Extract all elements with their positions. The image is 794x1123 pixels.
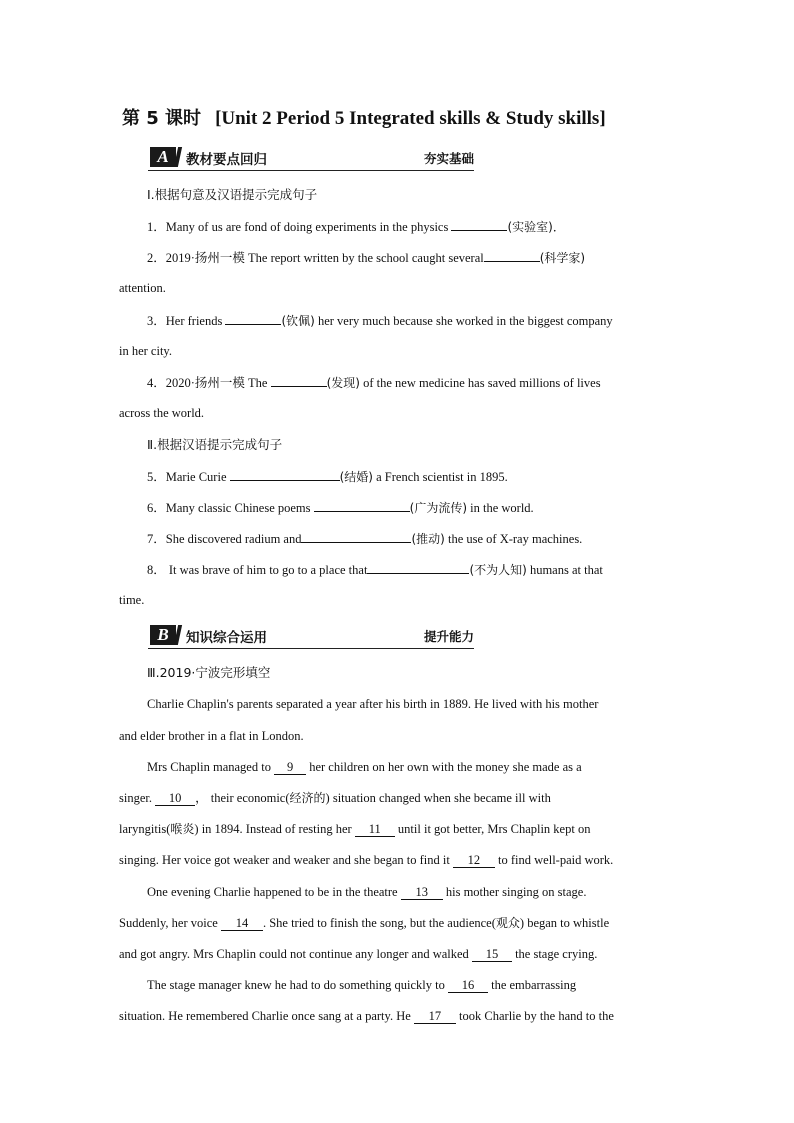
section-a-name: 教材要点回归	[186, 152, 267, 168]
passage-p4-line2: situation. He remembered Charlie once sang at a party. He 17 took Charlie by the hand to the	[119, 1009, 614, 1023]
passage-p2-line1: Mrs Chaplin managed to 9 her children on her own with the money she made as a	[147, 760, 582, 774]
section-b-name: 知识综合运用	[186, 630, 267, 646]
cloze-blank-17[interactable]: 17	[414, 1010, 456, 1024]
cloze-blank-10[interactable]: 10	[155, 792, 195, 806]
part3-heading: Ⅲ.2019·宁波完形填空	[147, 665, 271, 680]
cloze-blank-14[interactable]: 14	[221, 917, 263, 931]
question-7: 7．She discovered radium and (推动) the use of X-ray machines.	[147, 532, 583, 546]
answer-blank-6[interactable]	[314, 499, 410, 512]
passage-p1-line1: Charlie Chaplin's parents separated a year after his birth in 1889. He lived with his mother	[147, 697, 599, 711]
section-b-badge: B	[150, 625, 176, 645]
cloze-blank-13[interactable]: 13	[401, 886, 443, 900]
question-6: 6．Many classic Chinese poems (广为流传) in the world.	[147, 501, 534, 515]
question-1: 1．Many of us are fond of doing experiments in the physics (实验室)．	[147, 220, 565, 234]
section-b-tag: 提升能力	[423, 629, 474, 644]
passage-p3-line2: Suddenly, her voice 14 . She tried to finish the song, but the audience(观众) began to whistle	[119, 916, 610, 930]
section-a-badge: A	[150, 147, 176, 167]
passage-p2-line2: singer. 10 ， their economic(经济的) situation changed when she became ill with	[119, 791, 551, 805]
passage-p3-line1: One evening Charlie happened to be in the theatre 13 his mother singing on stage.	[147, 885, 587, 899]
section-a-tag: 夯实基础	[423, 151, 474, 166]
answer-blank-4[interactable]	[271, 374, 327, 387]
title-unit: [Unit 2 Period 5 Integrated skills & Study skills]	[215, 108, 606, 129]
section-a-header	[148, 146, 474, 171]
title-lesson: 第 5 课时	[122, 108, 202, 129]
question-8: 8． It was brave of him to go to a place that (不为人知) humans at that	[147, 563, 603, 577]
passage-p2-line4: singing. Her voice got weaker and weaker and she began to find it 12 to find well-paid work.	[119, 853, 614, 867]
question-4-cont: across the world.	[119, 406, 205, 420]
question-2-cont: attention.	[119, 281, 166, 295]
part2-heading: Ⅱ.根据汉语提示完成句子	[147, 437, 283, 452]
part1-heading: Ⅰ.根据句意及汉语提示完成句子	[147, 187, 318, 202]
answer-blank-8[interactable]	[367, 561, 469, 574]
cloze-blank-12[interactable]: 12	[453, 854, 495, 868]
passage-p1-line2: and elder brother in a flat in London.	[119, 729, 304, 743]
answer-blank-7[interactable]	[301, 530, 411, 543]
question-4: 4．2020·扬州一模 The (发现) of the new medicine has saved millions of lives	[147, 376, 601, 390]
cloze-blank-9[interactable]: 9	[274, 761, 306, 775]
cloze-blank-11[interactable]: 11	[355, 823, 395, 837]
answer-blank-5[interactable]	[230, 468, 340, 481]
question-5: 5．Marie Curie (结婚) a French scientist in 1895.	[147, 470, 508, 484]
answer-blank-1[interactable]	[451, 218, 507, 231]
section-b-header	[148, 624, 474, 649]
cloze-blank-15[interactable]: 15	[472, 948, 512, 962]
answer-blank-2[interactable]	[484, 249, 540, 262]
passage-p2-line3: laryngitis(喉炎) in 1894. Instead of resting her 11 until it got better, Mrs Chaplin kept on	[119, 822, 591, 836]
passage-p4-line1: The stage manager knew he had to do something quickly to 16 the embarrassing	[147, 978, 577, 992]
page-title	[122, 104, 682, 130]
question-3-cont: in her city.	[119, 344, 172, 358]
question-2: 2．2019·扬州一模 The report written by the school caught several (科学家)	[147, 251, 586, 265]
question-8-cont: time.	[119, 593, 145, 607]
passage-p3-line3: and got angry. Mrs Chaplin could not continue any longer and walked 15 the stage crying.	[119, 947, 598, 961]
answer-blank-3[interactable]	[225, 312, 281, 325]
cloze-blank-16[interactable]: 16	[448, 979, 488, 993]
question-3: 3．Her friends (钦佩) her very much because she worked in the biggest company	[147, 314, 613, 328]
